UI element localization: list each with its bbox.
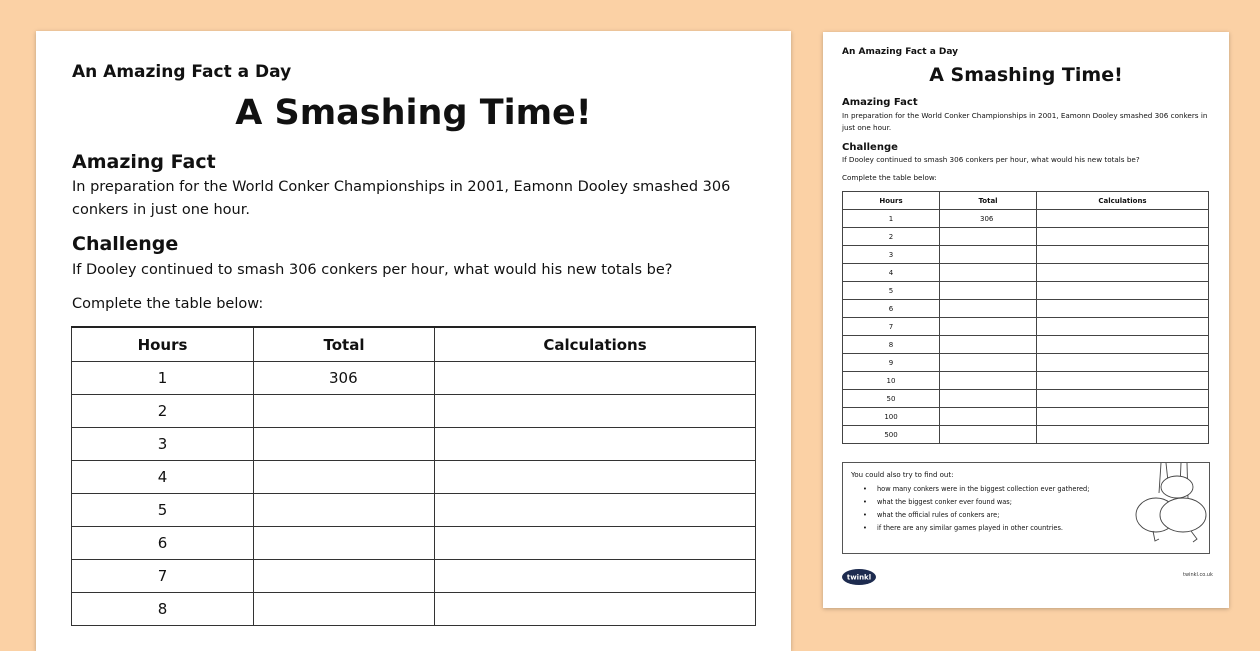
hours-cell: 3	[72, 428, 254, 461]
table-instruction: Complete the table below:	[72, 296, 264, 312]
calculations-cell[interactable]	[435, 527, 756, 560]
table-row	[72, 461, 756, 494]
total-cell[interactable]: 306	[254, 362, 435, 395]
preview-challenge-text: If Dooley continued to smash 306 conkers per hour, what would his new totals be?	[842, 155, 1140, 164]
page-code: twinkl.co.uk	[1183, 572, 1213, 578]
table-header-row	[72, 327, 756, 362]
preview-header-calculations: Calculations	[1037, 192, 1209, 210]
hours-cell: 500	[843, 426, 940, 444]
hours-cell: 1	[843, 210, 940, 228]
table-row	[843, 336, 1209, 354]
table-row	[72, 395, 756, 428]
hours-cell: 50	[843, 390, 940, 408]
twinkl-logo	[841, 568, 877, 586]
total-cell	[940, 318, 1037, 336]
table-row	[843, 210, 1209, 228]
table-row	[72, 593, 756, 626]
calculations-cell[interactable]	[435, 461, 756, 494]
header-hours: Hours	[72, 327, 254, 362]
hours-cell: 3	[843, 246, 940, 264]
hours-cell: 7	[843, 318, 940, 336]
hours-cell: 4	[72, 461, 254, 494]
logo-text: twinkl	[846, 573, 872, 582]
list-item: • if there are any similar games played in other countries.	[847, 522, 1089, 535]
table-row	[72, 527, 756, 560]
calculations-cell	[1037, 246, 1209, 264]
calculations-cell[interactable]	[435, 560, 756, 593]
total-cell[interactable]	[254, 527, 435, 560]
total-cell	[940, 264, 1037, 282]
calculations-cell	[1037, 264, 1209, 282]
calculations-cell	[1037, 228, 1209, 246]
calculations-cell	[1037, 390, 1209, 408]
preview-table-instruction: Complete the table below:	[842, 173, 937, 182]
table-row	[843, 372, 1209, 390]
fact-text: In preparation for the World Conker Championships in 2001, Eamonn Dooley smashed 306 conkers in just one hour.	[72, 179, 731, 218]
hours-cell: 8	[843, 336, 940, 354]
table-row	[843, 282, 1209, 300]
list-item: • how many conkers were in the biggest collection ever gathered;	[847, 483, 1089, 496]
table-row	[72, 560, 756, 593]
total-cell	[940, 300, 1037, 318]
total-cell	[940, 246, 1037, 264]
calculations-cell	[1037, 372, 1209, 390]
fact-heading: Amazing Fact	[72, 151, 216, 173]
preview-header-hours: Hours	[843, 192, 940, 210]
hours-cell: 6	[72, 527, 254, 560]
challenge-text: If Dooley continued to smash 306 conkers per hour, what would his new totals be?	[72, 262, 673, 278]
list-item: • what the official rules of conkers are;	[847, 509, 1089, 522]
preview-fact-heading: Amazing Fact	[842, 97, 918, 108]
conker-illustration	[1133, 463, 1209, 551]
hours-cell: 7	[72, 560, 254, 593]
total-cell	[940, 390, 1037, 408]
table-row	[843, 318, 1209, 336]
worksheet-subtitle: An Amazing Fact a Day	[72, 62, 292, 82]
table-row	[843, 300, 1209, 318]
calculations-cell	[1037, 318, 1209, 336]
preview-challenge-heading: Challenge	[842, 142, 898, 153]
preview-title: A Smashing Time!	[929, 64, 1123, 86]
calculations-cell[interactable]	[435, 362, 756, 395]
total-cell[interactable]	[254, 494, 435, 527]
table-row	[843, 264, 1209, 282]
table-row	[843, 408, 1209, 426]
total-cell[interactable]	[254, 428, 435, 461]
table-row	[72, 362, 756, 395]
total-cell	[940, 228, 1037, 246]
hours-cell: 10	[843, 372, 940, 390]
total-cell[interactable]	[254, 461, 435, 494]
total-cell	[940, 372, 1037, 390]
header-total: Total	[254, 327, 435, 362]
calculations-cell	[1037, 336, 1209, 354]
calculations-cell	[1037, 300, 1209, 318]
total-cell[interactable]	[254, 560, 435, 593]
calculations-cell	[1037, 426, 1209, 444]
header-calculations: Calculations	[435, 327, 756, 362]
calculations-cell	[1037, 210, 1209, 228]
hours-cell: 5	[72, 494, 254, 527]
table-row	[72, 428, 756, 461]
calculations-cell[interactable]	[435, 494, 756, 527]
hours-cell: 9	[843, 354, 940, 372]
challenge-heading: Challenge	[72, 233, 179, 255]
table-row	[72, 494, 756, 527]
table-row	[843, 354, 1209, 372]
total-cell[interactable]	[254, 593, 435, 626]
calculations-cell[interactable]	[435, 593, 756, 626]
total-cell	[940, 426, 1037, 444]
calculations-cell[interactable]	[435, 395, 756, 428]
calculations-cell	[1037, 282, 1209, 300]
find-out-box	[842, 462, 1210, 554]
total-cell: 306	[940, 210, 1037, 228]
table-row	[843, 246, 1209, 264]
table-row	[843, 390, 1209, 408]
find-out-list	[847, 483, 1089, 535]
worksheet-page	[36, 31, 791, 651]
find-out-lead: You could also try to find out:	[851, 471, 954, 479]
total-cell	[940, 282, 1037, 300]
list-item: • what the biggest conker ever found was;	[847, 496, 1089, 509]
calculations-cell	[1037, 408, 1209, 426]
preview-header-total: Total	[940, 192, 1037, 210]
hours-cell: 2	[843, 228, 940, 246]
hours-cell: 6	[843, 300, 940, 318]
preview-totals-table	[842, 191, 1209, 444]
worksheet-title: A Smashing Time!	[235, 93, 592, 133]
total-cell[interactable]	[254, 395, 435, 428]
hours-cell: 8	[72, 593, 254, 626]
hours-cell: 100	[843, 408, 940, 426]
calculations-cell	[1037, 354, 1209, 372]
totals-table	[71, 326, 756, 626]
table-row	[843, 426, 1209, 444]
calculations-cell[interactable]	[435, 428, 756, 461]
preview-page	[823, 32, 1229, 608]
preview-header-row	[843, 192, 1209, 210]
hours-cell: 1	[72, 362, 254, 395]
preview-fact-text: In preparation for the World Conker Championships in 2001, Eamonn Dooley smashed 306 conkers in just one hour.	[842, 111, 1208, 132]
hours-cell: 4	[843, 264, 940, 282]
preview-subtitle: An Amazing Fact a Day	[842, 47, 959, 57]
total-cell	[940, 354, 1037, 372]
hours-cell: 5	[843, 282, 940, 300]
hours-cell: 2	[72, 395, 254, 428]
total-cell	[940, 408, 1037, 426]
table-row	[843, 228, 1209, 246]
total-cell	[940, 336, 1037, 354]
